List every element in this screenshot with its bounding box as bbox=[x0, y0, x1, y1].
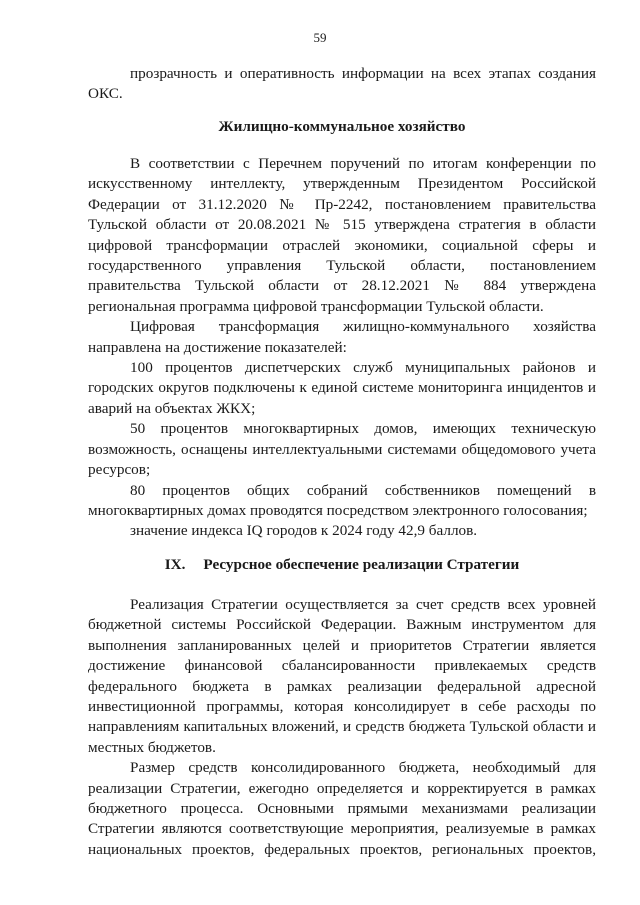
paragraph: значение индекса IQ городов к 2024 году 42,9 баллов. bbox=[130, 522, 478, 540]
section-housing-body bbox=[88, 154, 596, 542]
intro-line-1: прозрачность и оперативность информации на всех этапах создания bbox=[130, 65, 596, 82]
paragraph: 80 процентов общих собраний собственников помещений в многоквартирных домах проводятся посредством электронного голосования; bbox=[88, 481, 596, 519]
section-heading-housing: Жилищно-коммунальное хозяйство bbox=[218, 118, 466, 135]
page-number: 59 bbox=[313, 30, 327, 45]
section-title: Ресурсное обеспечение реализации Стратегии bbox=[203, 556, 520, 573]
intro-paragraph bbox=[88, 64, 596, 105]
section-resources-body bbox=[88, 595, 596, 860]
paragraph: 50 процентов многоквартирных домов, имеющих техническую возможность, оснащены интеллектуальными системами общедомового учета ресурсов; bbox=[88, 420, 596, 479]
intro-line-2: ОКС. bbox=[88, 85, 123, 103]
section-number: IX. bbox=[164, 556, 186, 573]
paragraph: Размер средств консолидированного бюджета, необходимый для реализации Стратегии, ежегодно определяется и корректируется в рамках бюджетного процесса. Основными прямыми механизмами реализации Стратегии являются соответствующие мероприятия, реализуемые в рамках национальных проектов, федеральных проектов, региональных проектов, bbox=[88, 759, 596, 858]
paragraph: 100 процентов диспетчерских служб муниципальных районов и городских округов подключены к единой системе мониторинга инцидентов и аварий на объектах ЖКХ; bbox=[88, 359, 596, 417]
paragraph: Цифровая трансформация жилищно-коммунального хозяйства направлена на достижение показателей: bbox=[88, 318, 596, 356]
paragraph: В соответствии с Перечнем поручений по итогам конференции по искусственному интеллекту, утвержденным Президентом Российской Федерации от 31.12.2020 № Пр-2242, постановлением правительства Тульской области от 20.08.2021 № 515 утверждена стратегия в области цифровой трансформации отраслей экономики, социальной сферы и государственного управления Тульской области, постановлением правительства Тульской области от 28.12.2021 № 884 утверждена региональная программа цифровой трансформации Тульской области. bbox=[88, 155, 596, 315]
section-heading-resources bbox=[88, 556, 596, 574]
paragraph: Реализация Стратегии осуществляется за счет средств всех уровней бюджетной системы Российской Федерации. Важным инструментом для выполнения запланированных целей и приоритетов Стратегии является достижение финансовой сбалансированности привлекаемых средств федерального бюджета в рамках реализации федеральной адресной инвестиционной программы, которая консолидирует в себе расходы по направлениям капитальных вложений, и средств бюджета Тульской области и местных бюджетов. bbox=[88, 596, 596, 756]
